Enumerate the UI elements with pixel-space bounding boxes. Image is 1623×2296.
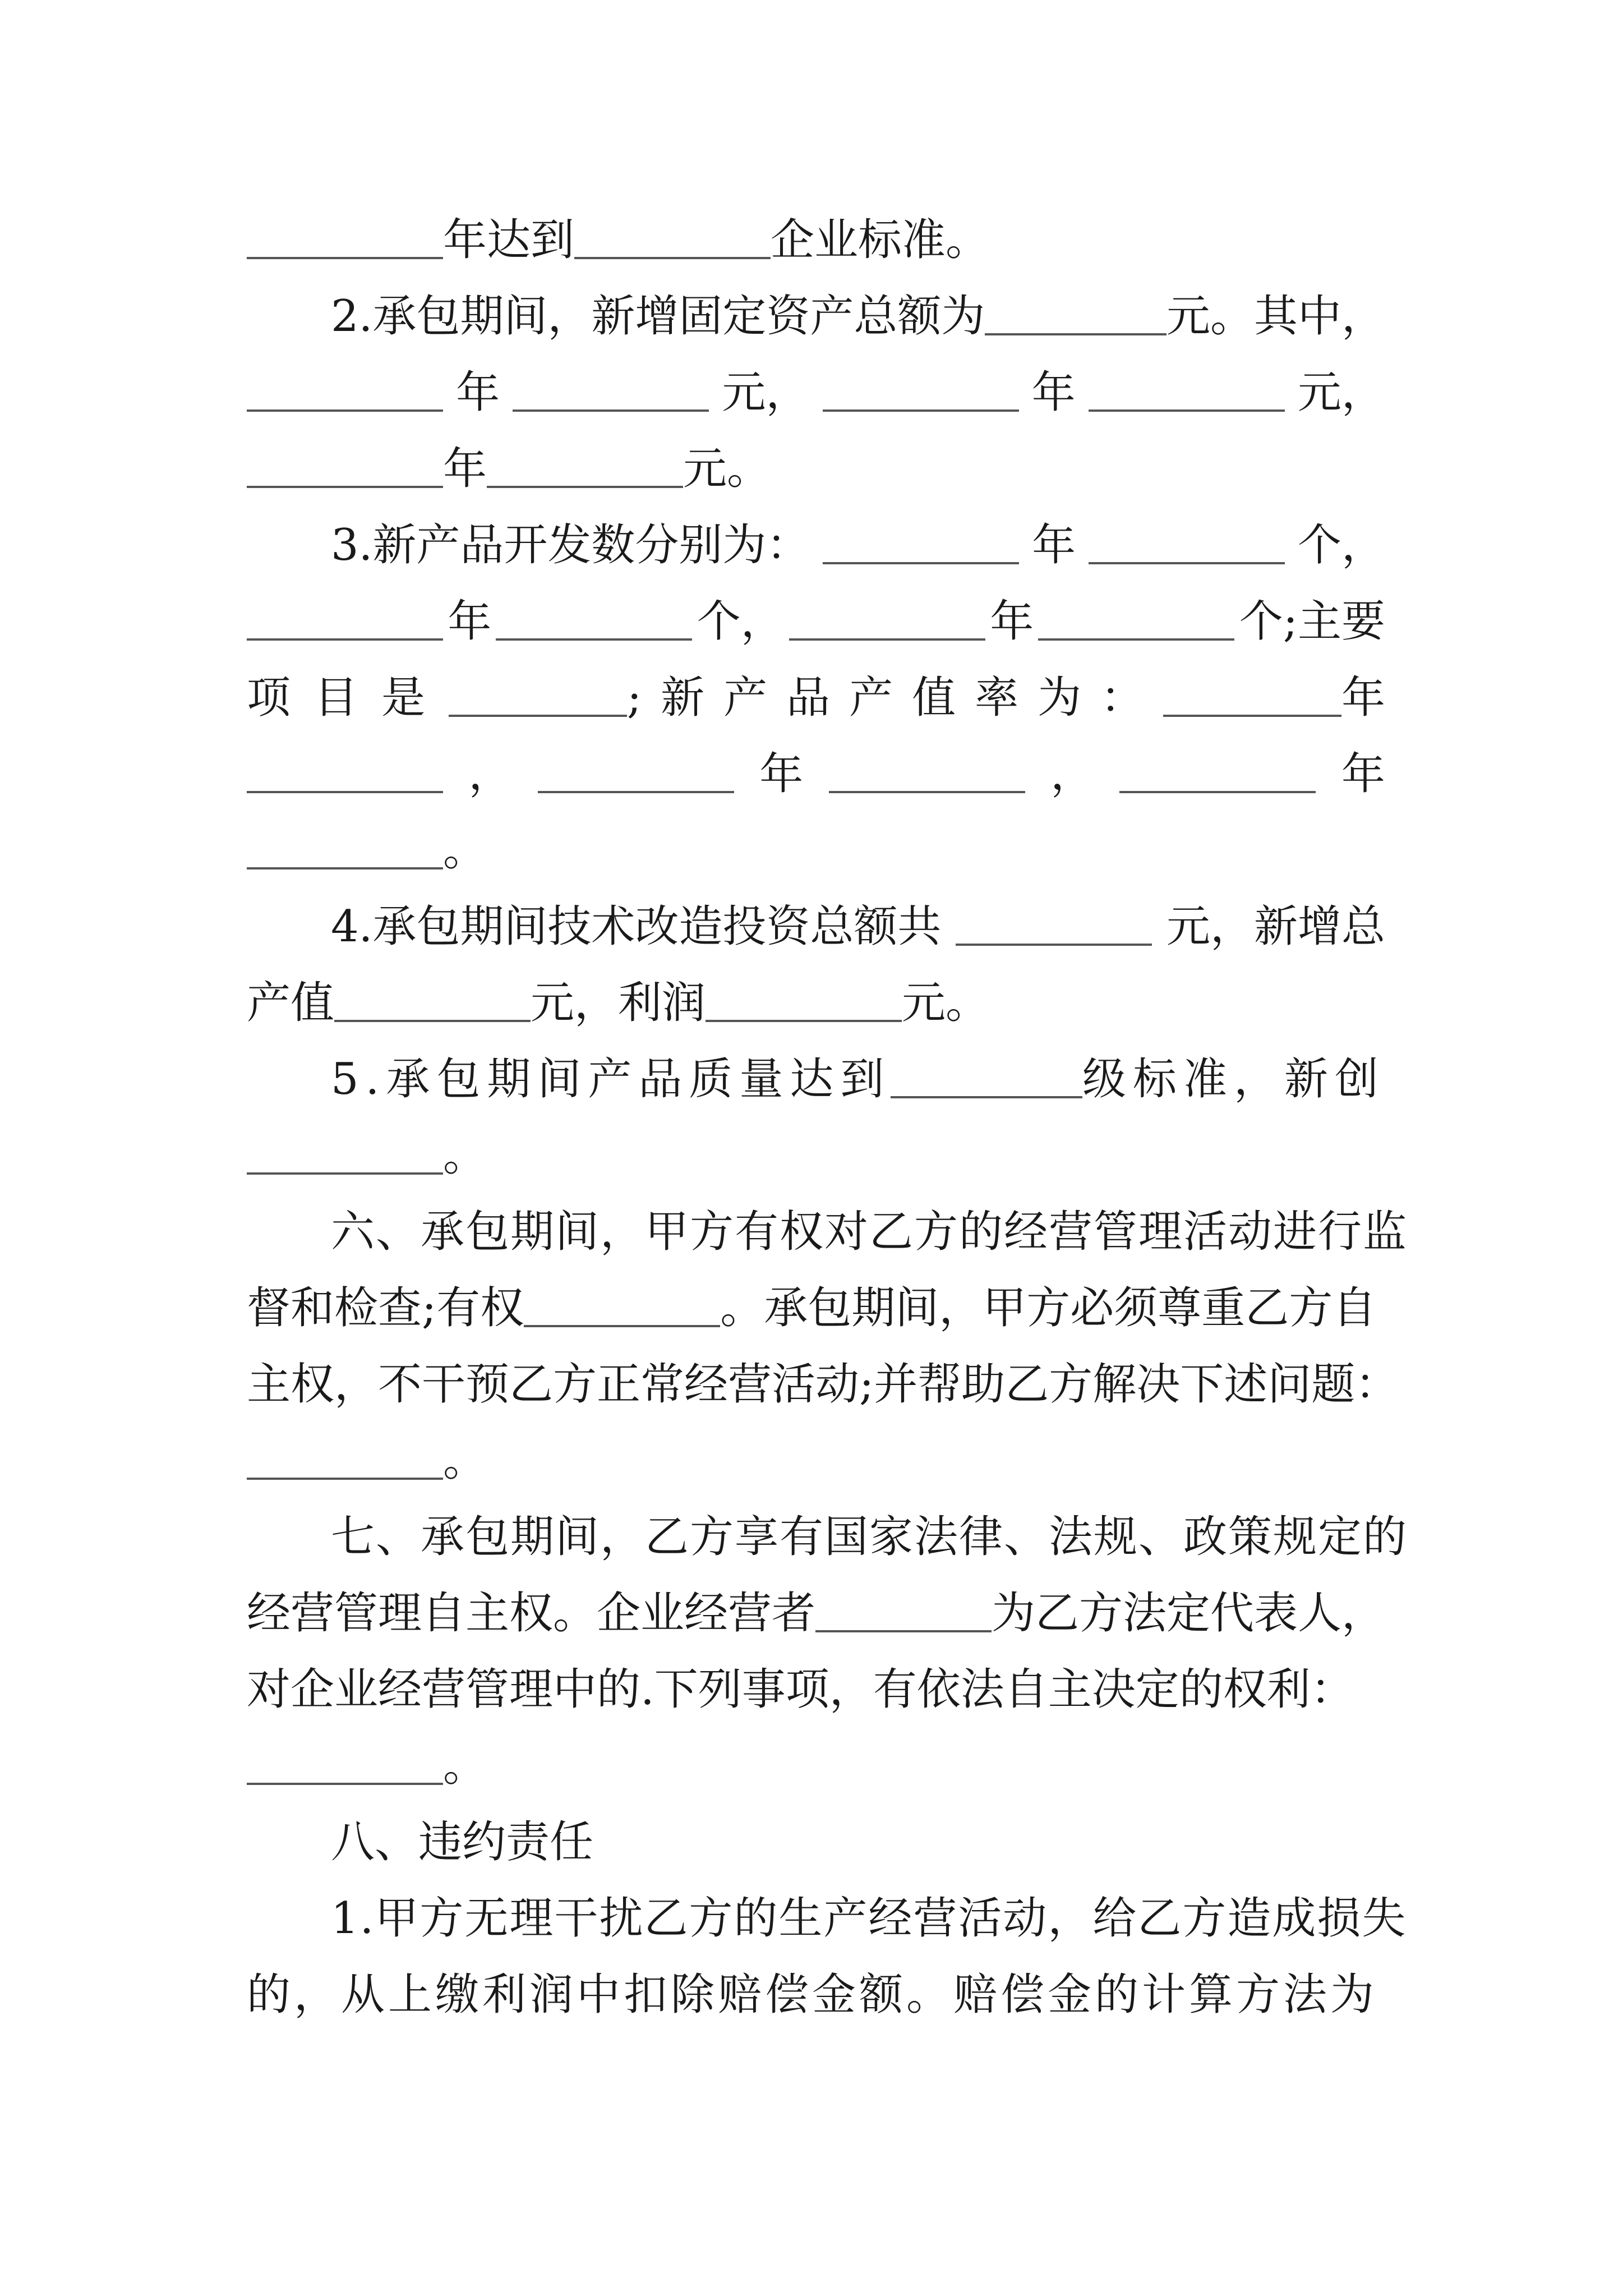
fill-in-blank[interactable] <box>789 638 985 641</box>
text-segment: 个;主要 <box>1239 596 1385 647</box>
text-segment: 4.承包期间技术改造投资总额共 <box>331 901 942 952</box>
text-line <box>247 1346 1399 1423</box>
text-line <box>247 1880 1407 1957</box>
text-segment: 元。 <box>902 978 990 1028</box>
text-segment: 3.新产品开发数分别为： <box>331 520 810 570</box>
text-segment: 年 <box>443 444 487 494</box>
text-segment: 2.承包期间，新增固定资产总额为 <box>331 291 985 342</box>
fill-in-blank[interactable] <box>334 1020 531 1022</box>
fill-in-blank[interactable] <box>823 562 1019 564</box>
text-line <box>247 202 1385 278</box>
text-line <box>247 812 1385 889</box>
text-segment: 。 <box>443 1130 487 1181</box>
fill-in-blank[interactable] <box>1038 638 1234 641</box>
fill-in-blank[interactable] <box>1163 715 1341 717</box>
text-line <box>247 1270 1385 1346</box>
text-segment: 七、承包期间，乙方享有国家法律、法规、政策规定的 <box>331 1512 1408 1562</box>
text-segment: 元，利润 <box>531 978 706 1028</box>
text-segment: 。 <box>443 825 487 876</box>
text-segment: 年 <box>448 596 492 647</box>
fill-in-blank[interactable] <box>247 1172 443 1175</box>
text-line <box>247 1728 1385 1804</box>
fill-in-blank[interactable] <box>1119 791 1316 793</box>
text-segment: 元，新增总 <box>1166 901 1385 952</box>
text-segment: 对企业经营管理中的.下列事项，有依法自主决定的权利： <box>247 1664 1354 1715</box>
text-line <box>247 431 1385 507</box>
fill-in-blank[interactable] <box>247 867 443 869</box>
fill-in-blank[interactable] <box>496 638 692 641</box>
text-line <box>247 1041 1385 1117</box>
fill-in-blank[interactable] <box>247 1478 443 1480</box>
text-segment: 的，从上缴利润中扣除赔偿金额。赔偿金的计算方法为 <box>247 1970 1378 2020</box>
text-segment: 个， <box>1297 520 1385 570</box>
text-segment: 年达到 <box>443 215 575 265</box>
fill-in-blank[interactable] <box>247 791 443 793</box>
fill-in-blank[interactable] <box>706 1020 902 1022</box>
fill-in-blank[interactable] <box>1089 562 1285 564</box>
text-line <box>247 507 1385 583</box>
text-line <box>247 583 1385 660</box>
text-line <box>247 1499 1408 1575</box>
text-segment: 主权，不干预乙方正常经营活动;并帮助乙方解决下述问题： <box>247 1359 1399 1410</box>
text-segment: 项目是 <box>247 673 449 723</box>
text-segment: 八、违约责任 <box>331 1817 594 1867</box>
text-segment: 年 <box>1341 749 1385 799</box>
text-segment: 年 <box>759 749 804 799</box>
fill-in-blank[interactable] <box>449 715 627 717</box>
text-segment: 为乙方法定代表人， <box>991 1588 1385 1639</box>
text-line <box>247 355 1385 431</box>
text-segment: 元， <box>722 367 810 418</box>
text-line <box>247 1957 1385 2033</box>
fill-in-blank[interactable] <box>829 791 1025 793</box>
text-line <box>247 1651 1385 1728</box>
text-segment: 5.承包期间产品质量达到 <box>331 1054 891 1105</box>
text-segment: 年 <box>1031 367 1076 418</box>
text-line <box>247 660 1385 736</box>
fill-in-blank[interactable] <box>247 486 443 488</box>
text-segment: 六、承包期间，甲方有权对乙方的经营管理活动进行监 <box>331 1207 1408 1257</box>
text-line <box>247 278 1385 355</box>
fill-in-blank[interactable] <box>956 944 1152 946</box>
text-line <box>247 1194 1408 1270</box>
fill-in-blank[interactable] <box>815 1630 992 1632</box>
fill-in-blank[interactable] <box>574 257 771 259</box>
text-segment: 年 <box>456 367 500 418</box>
text-segment: 年 <box>1032 520 1076 570</box>
text-segment: 企业标准。 <box>771 215 990 265</box>
text-segment: 级标准，新创 <box>1082 1054 1385 1105</box>
fill-in-blank[interactable] <box>247 638 443 641</box>
text-segment: ， <box>1050 749 1095 799</box>
text-line <box>247 889 1385 965</box>
text-segment: 。承包期间，甲方必须尊重乙方自 <box>720 1283 1377 1333</box>
text-segment: 。 <box>443 1435 487 1486</box>
fill-in-blank[interactable] <box>985 333 1166 335</box>
text-segment: 。 <box>443 1741 487 1791</box>
text-segment: ;新产品产值率为： <box>626 673 1164 723</box>
fill-in-blank[interactable] <box>891 1096 1082 1098</box>
text-segment: 元。 <box>683 444 771 494</box>
section-heading <box>247 1804 1385 1880</box>
text-segment: 年 <box>990 596 1034 647</box>
text-line <box>247 1117 1385 1194</box>
fill-in-blank[interactable] <box>247 409 443 412</box>
fill-in-blank[interactable] <box>1089 409 1285 412</box>
text-segment: 个， <box>697 596 785 647</box>
fill-in-blank[interactable] <box>487 486 683 488</box>
fill-in-blank[interactable] <box>823 409 1019 412</box>
text-segment: 元。其中， <box>1166 291 1385 342</box>
fill-in-blank[interactable] <box>513 409 709 412</box>
text-segment: 产值 <box>247 978 335 1028</box>
text-line <box>247 1423 1385 1499</box>
fill-in-blank[interactable] <box>524 1325 720 1327</box>
fill-in-blank[interactable] <box>247 257 443 259</box>
text-line <box>247 736 1385 812</box>
text-segment: 督和检查;有权 <box>247 1283 524 1333</box>
text-segment: ， <box>468 749 513 799</box>
text-segment: 1.甲方无理干扰乙方的生产经营活动，给乙方造成损失 <box>331 1893 1407 1944</box>
fill-in-blank[interactable] <box>538 791 734 793</box>
text-line <box>247 1575 1385 1651</box>
text-segment: 年 <box>1341 673 1385 723</box>
fill-in-blank[interactable] <box>247 1783 443 1785</box>
text-segment: 元， <box>1297 367 1385 418</box>
text-segment: 经营管理自主权。企业经营者 <box>247 1588 816 1639</box>
text-line <box>247 965 1385 1041</box>
